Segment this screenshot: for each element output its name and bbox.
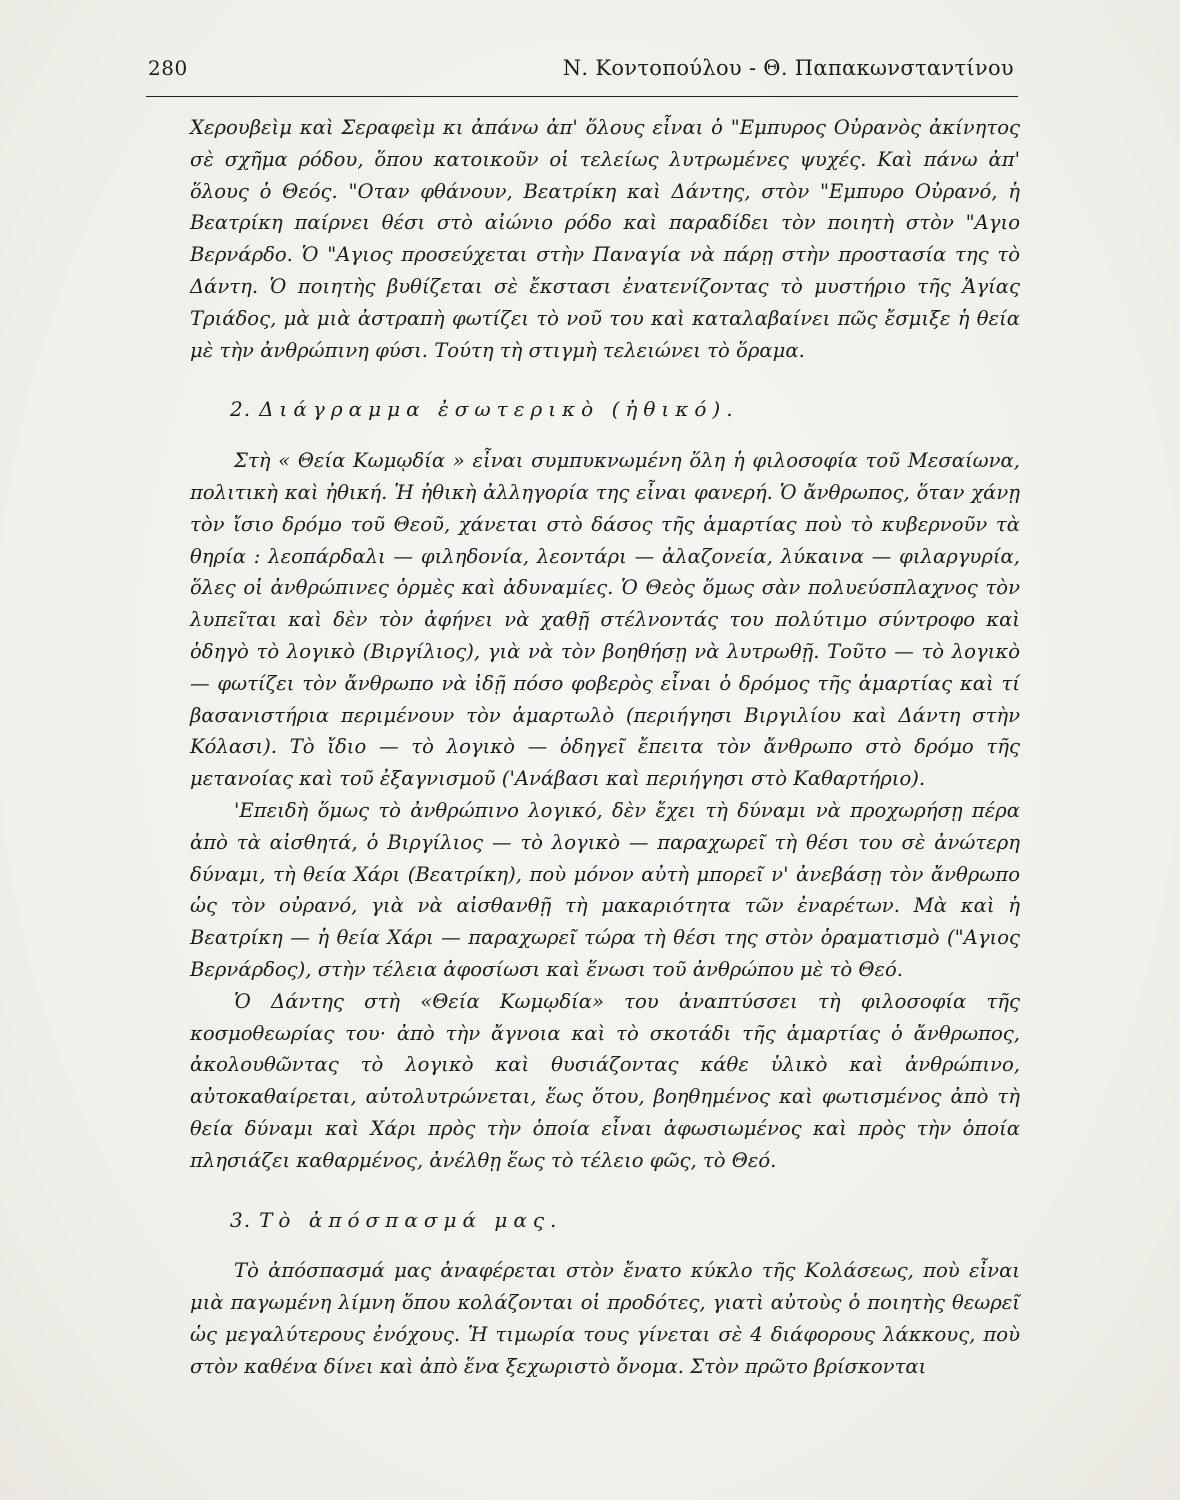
paragraph-2: Στὴ « Θεία Κωμῳδία » εἶναι συμπυκνωμένη ὅλη ἡ φιλοσοφία τοῦ Μεσαίωνα, πολιτικὴ καὶ ἠθική. Ἡ ἠθικὴ ἀλληγορία της εἶναι φανερή. Ὁ ἄνθρωπος, ὅταν χάνῃ τὸν ἴσιο δρόμο τοῦ Θεοῦ, χάνεται στὸ δάσος τῆς ἁμαρτίας ποὺ τὸ κυβερνοῦν τὰ θηρία : λεοπάρδαλι — φιληδονία, λεοντάρι — ἀλαζονεία, λύκαινα — φιλαργυρία, ὅλες οἱ ἀνθρώπινες ὁρμὲς καὶ ἀδυναμίες. Ὁ Θεὸς ὅμως σὰν πολυεύσπλαχνος τὸν λυπεῖται καὶ δὲν τὸν ἀφήνει νὰ χαθῇ στέλνοντάς του πολύτιμο σύντροφο καὶ ὁδηγὸ τὸ λογικὸ (Βιργίλιος), γιὰ νὰ τὸν βοηθήσῃ νὰ λυτρωθῇ. Τοῦτο — τὸ λογικὸ — φωτίζει τὸν ἄνθρωπο νὰ ἰδῇ πόσο φοβερὸς εἶναι ὁ δρόμος τῆς ἁμαρτίας καὶ τί βασανιστήρια περιμένουν τὸν ἁμαρτωλὸ (περιήγησι Βιργιλίου καὶ Δάντη στὴν Κόλασι). Τὸ ἴδιο — τὸ λογικὸ — ὁδηγεῖ ἔπειτα τὸν ἄνθρωπο στὸ δρόμο τῆς μετανοίας καὶ τοῦ ἐξαγνισμοῦ ('Ανάβασι καὶ περιήγησι στὸ Καθαρτήριο). bbox=[190, 449, 1020, 791]
section-heading-2 bbox=[230, 394, 1020, 426]
paragraph-5: Τὸ ἀπόσπασμά μας ἀναφέρεται στὸν ἔνατο κύκλο τῆς Κολάσεως, ποὺ εἶναι μιὰ παγωμένη λίμνη ὅπου κολάζονται οἱ προδότες, γιατὶ αὐτοὺς ὁ ποιητὴς θεωρεῖ ὡς μεγαλύτερους ἐνόχους. Ἡ τιμωρία τους γίνεται σὲ 4 διάφορους λάκκους, ποὺ στὸν καθένα δίνει καὶ ἀπὸ ἕνα ξεχωριστὸ ὄνομα. Στὸν πρῶτο βρίσκονται bbox=[190, 1259, 1020, 1378]
running-head: Ν. Κοντοπούλου - Θ. Παπακωνσταντίνου bbox=[562, 56, 1014, 80]
page-number: 280 bbox=[148, 56, 188, 80]
section-number: 3. bbox=[230, 1207, 252, 1232]
section-title: Τὸ ἀπόσπασμά μας. bbox=[259, 1207, 563, 1232]
paragraph-4: Ὁ Δάντης στὴ «Θεία Κωμῳδία» του ἀναπτύσσει τὴ φιλοσοφία τῆς κοσμοθεωρίας του· ἀπὸ τὴν ἄγνοια καὶ τὸ σκοτάδι τῆς ἁμαρτίας ὁ ἄνθρωπος, ἀκολουθῶντας τὸ λογικὸ καὶ θυσιάζοντας κάθε ὑλικὸ καὶ ἀνθρώπινο, αὐτοκαθαίρεται, αὐτολυτρώνεται, ἕως ὅτου, βοηθημένος καὶ φωτισμένος ἀπὸ τὴ θεία δύναμι καὶ Χάρι πρὸς τὴν ὁποία εἶναι ἀφωσιωμένος καὶ πρὸς τὴν ὁποία πλησιάζει καθαρμένος, ἀνέλθῃ ἕως τὸ τέλειο φῶς, τὸ Θεό. bbox=[190, 989, 1020, 1172]
header-rule bbox=[146, 96, 1018, 97]
page-header bbox=[148, 52, 1016, 92]
section-heading-3 bbox=[230, 1205, 1020, 1237]
section-number: 2. bbox=[230, 397, 252, 422]
body-text bbox=[190, 112, 1020, 1482]
paragraph-1: Χερουβεὶμ καὶ Σεραφεὶμ κι ἀπάνω ἀπ' ὅλους εἶναι ὁ "Εμπυρος Οὐρανὸς ἀκίνητος σὲ σχῆμα ρόδου, ὅπου κατοικοῦν οἱ τελείως λυτρωμένες ψυχές. Καὶ πάνω ἀπ' ὅλους ὁ Θεός. "Οταν φθάνουν, Βεατρίκη καὶ Δάντης, στὸν "Εμπυρο Οὐρανό, ἡ Βεατρίκη παίρνει θέσι στὸ αἰώνιο ρόδο καὶ παραδίδει τὸν ποιητὴ στὸν "Αγιο Βερνάρδο. Ὁ "Αγιος προσεύχεται στὴν Παναγία νὰ πάρῃ στὴν προστασία της τὸ Δάντη. Ὁ ποιητὴς βυθίζεται σὲ ἔκστασι ἐνατενίζοντας τὸ μυστήριο τῆς Ἁγίας Τριάδος, μὰ μιὰ ἀστραπὴ φωτίζει τὸ νοῦ του καὶ καταλαβαίνει πῶς ἔσμιξε ἡ θεία μὲ τὴν ἀνθρώπινη φύσι. Τούτη τὴ στιγμὴ τελειώνει τὸ ὅραμα. bbox=[190, 116, 1020, 362]
paragraph-3: 'Επειδὴ ὅμως τὸ ἀνθρώπινο λογικό, δὲν ἔχει τὴ δύναμι νὰ προχωρήσῃ πέρα ἀπὸ τὰ αἰσθητά, ὁ Βιργίλιος — τὸ λογικὸ — παραχωρεῖ τὴ θέσι του σὲ ἀνώτερη δύναμι, τὴ θεία Χάρι (Βεατρίκη), ποὺ μόνον αὐτὴ μπορεῖ ν' ἀνεβάσῃ τὸν ἄνθρωπο ὡς τὸν οὐρανό, γιὰ νὰ αἰσθανθῇ τὴ μακαριότητα τῶν ἐναρέτων. Μὰ καὶ ἡ Βεατρίκη — ἡ θεία Χάρι — παραχωρεῖ τώρα τὴ θέσι της στὸν ὁραματισμὸ ("Αγιος Βερνάρδος), στὴν τέλεια ἀφοσίωσι καὶ ἕνωσι τοῦ ἀνθρώπου μὲ τὸ Θεό. bbox=[190, 798, 1020, 981]
section-title: Διάγραμμα ἐσωτερικὸ (ἠθικό). bbox=[259, 397, 739, 422]
